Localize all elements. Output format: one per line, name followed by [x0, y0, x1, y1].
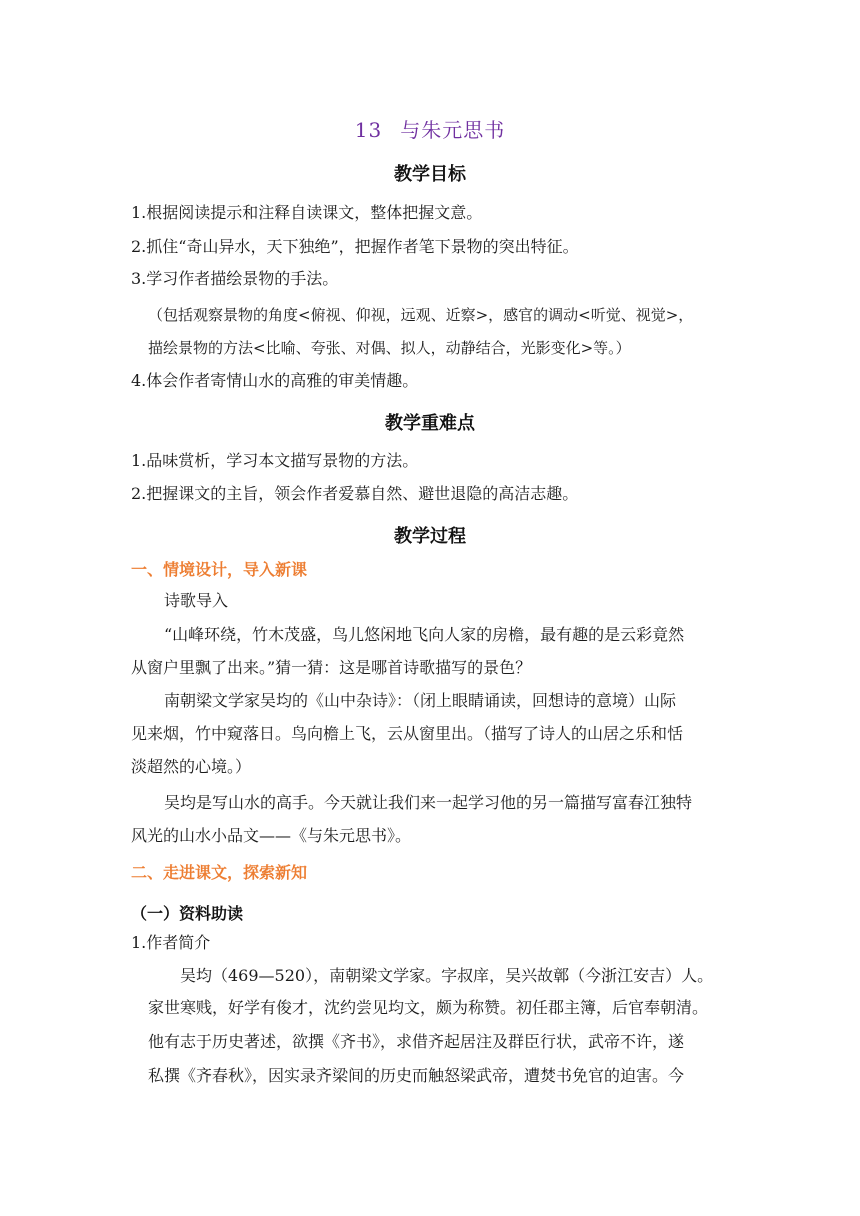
goal-item-3-detail-2: 描绘景物的方法<比喻、夸张、对偶、拟人，动静结合，光影变化>等。）	[148, 339, 631, 357]
section-2-line-3: 他有志于历史著述，欲撰《齐书》，求借齐起居注及群臣行状，武帝不许，遂	[148, 1032, 685, 1051]
section-1-line-5: 见来烟，竹中窥落日。鸟向檐上飞，云从窗里出。（描写了诗人的山居之乐和恬	[131, 724, 684, 743]
section-2-item-author: 1.作者简介	[131, 933, 211, 952]
section-1-line-7: 吴均是写山水的高手。今天就让我们来一起学习他的另一篇描写富春江独特	[164, 793, 693, 812]
section-2-line-1: 吴均（469—520），南朝梁文学家。字叔庠，吴兴故鄣（今浙江安吉）人。	[180, 966, 714, 985]
section-1-line-6: 淡超然的心境。）	[131, 757, 252, 776]
goal-item-4: 4.体会作者寄情山水的高雅的审美情趣。	[131, 371, 419, 390]
goal-item-3-detail-1: （包括观察景物的角度<俯视、仰视，远观、近察>，感官的调动<听觉、视觉>，	[148, 306, 694, 324]
goal-item-2: 2.抓住“奇山异水，天下独绝”，把握作者笔下景物的突出特征。	[131, 237, 579, 256]
section-2-subtitle: （一）资料助读	[131, 904, 244, 923]
section-2-line-2: 家世寒贱，好学有俊才，沈约尝见均文，颇为称赞。初任郡主簿，后官奉朝清。	[148, 998, 709, 1017]
section-1-title: 一、情境设计，导入新课	[131, 560, 308, 579]
goals-heading: 教学目标	[394, 164, 466, 185]
section-1-line-8: 风光的山水小品文——《与朱元思书》。	[131, 826, 412, 845]
section-1-line-1: 诗歌导入	[164, 591, 229, 610]
section-2-title: 二、走进课文，探索新知	[131, 863, 308, 882]
section-2-line-4: 私撰《齐春秋》，因实录齐梁间的历史而触怒梁武帝，遭焚书免官的迫害。今	[148, 1066, 685, 1085]
process-heading: 教学过程	[394, 526, 466, 547]
lesson-title	[0, 114, 860, 143]
keypoint-item-1: 1.品味赏析，学习本文描写景物的方法。	[131, 451, 419, 470]
goal-item-1: 1.根据阅读提示和注释自读课文，整体把握文意。	[131, 203, 483, 222]
lesson-title-text: 与朱元思书	[400, 118, 506, 142]
goal-item-3: 3.学习作者描绘景物的手法。	[131, 269, 339, 288]
section-1-line-3: 从窗户里飘了出来。”猜一猜：这是哪首诗歌描写的景色？	[131, 658, 532, 677]
section-1-line-2: “山峰环绕，竹木茂盛，鸟儿悠闲地飞向人家的房檐，最有趣的是云彩竟然	[164, 625, 685, 644]
keypoint-item-2: 2.把握课文的主旨，领会作者爱慕自然、避世退隐的高洁志趣。	[131, 484, 579, 503]
section-1-line-4: 南朝梁文学家吴均的《山中杂诗》：（闭上眼睛诵读，回想诗的意境）山际	[164, 691, 677, 710]
lesson-number: 13	[354, 118, 383, 142]
keypoints-heading: 教学重难点	[385, 413, 475, 434]
